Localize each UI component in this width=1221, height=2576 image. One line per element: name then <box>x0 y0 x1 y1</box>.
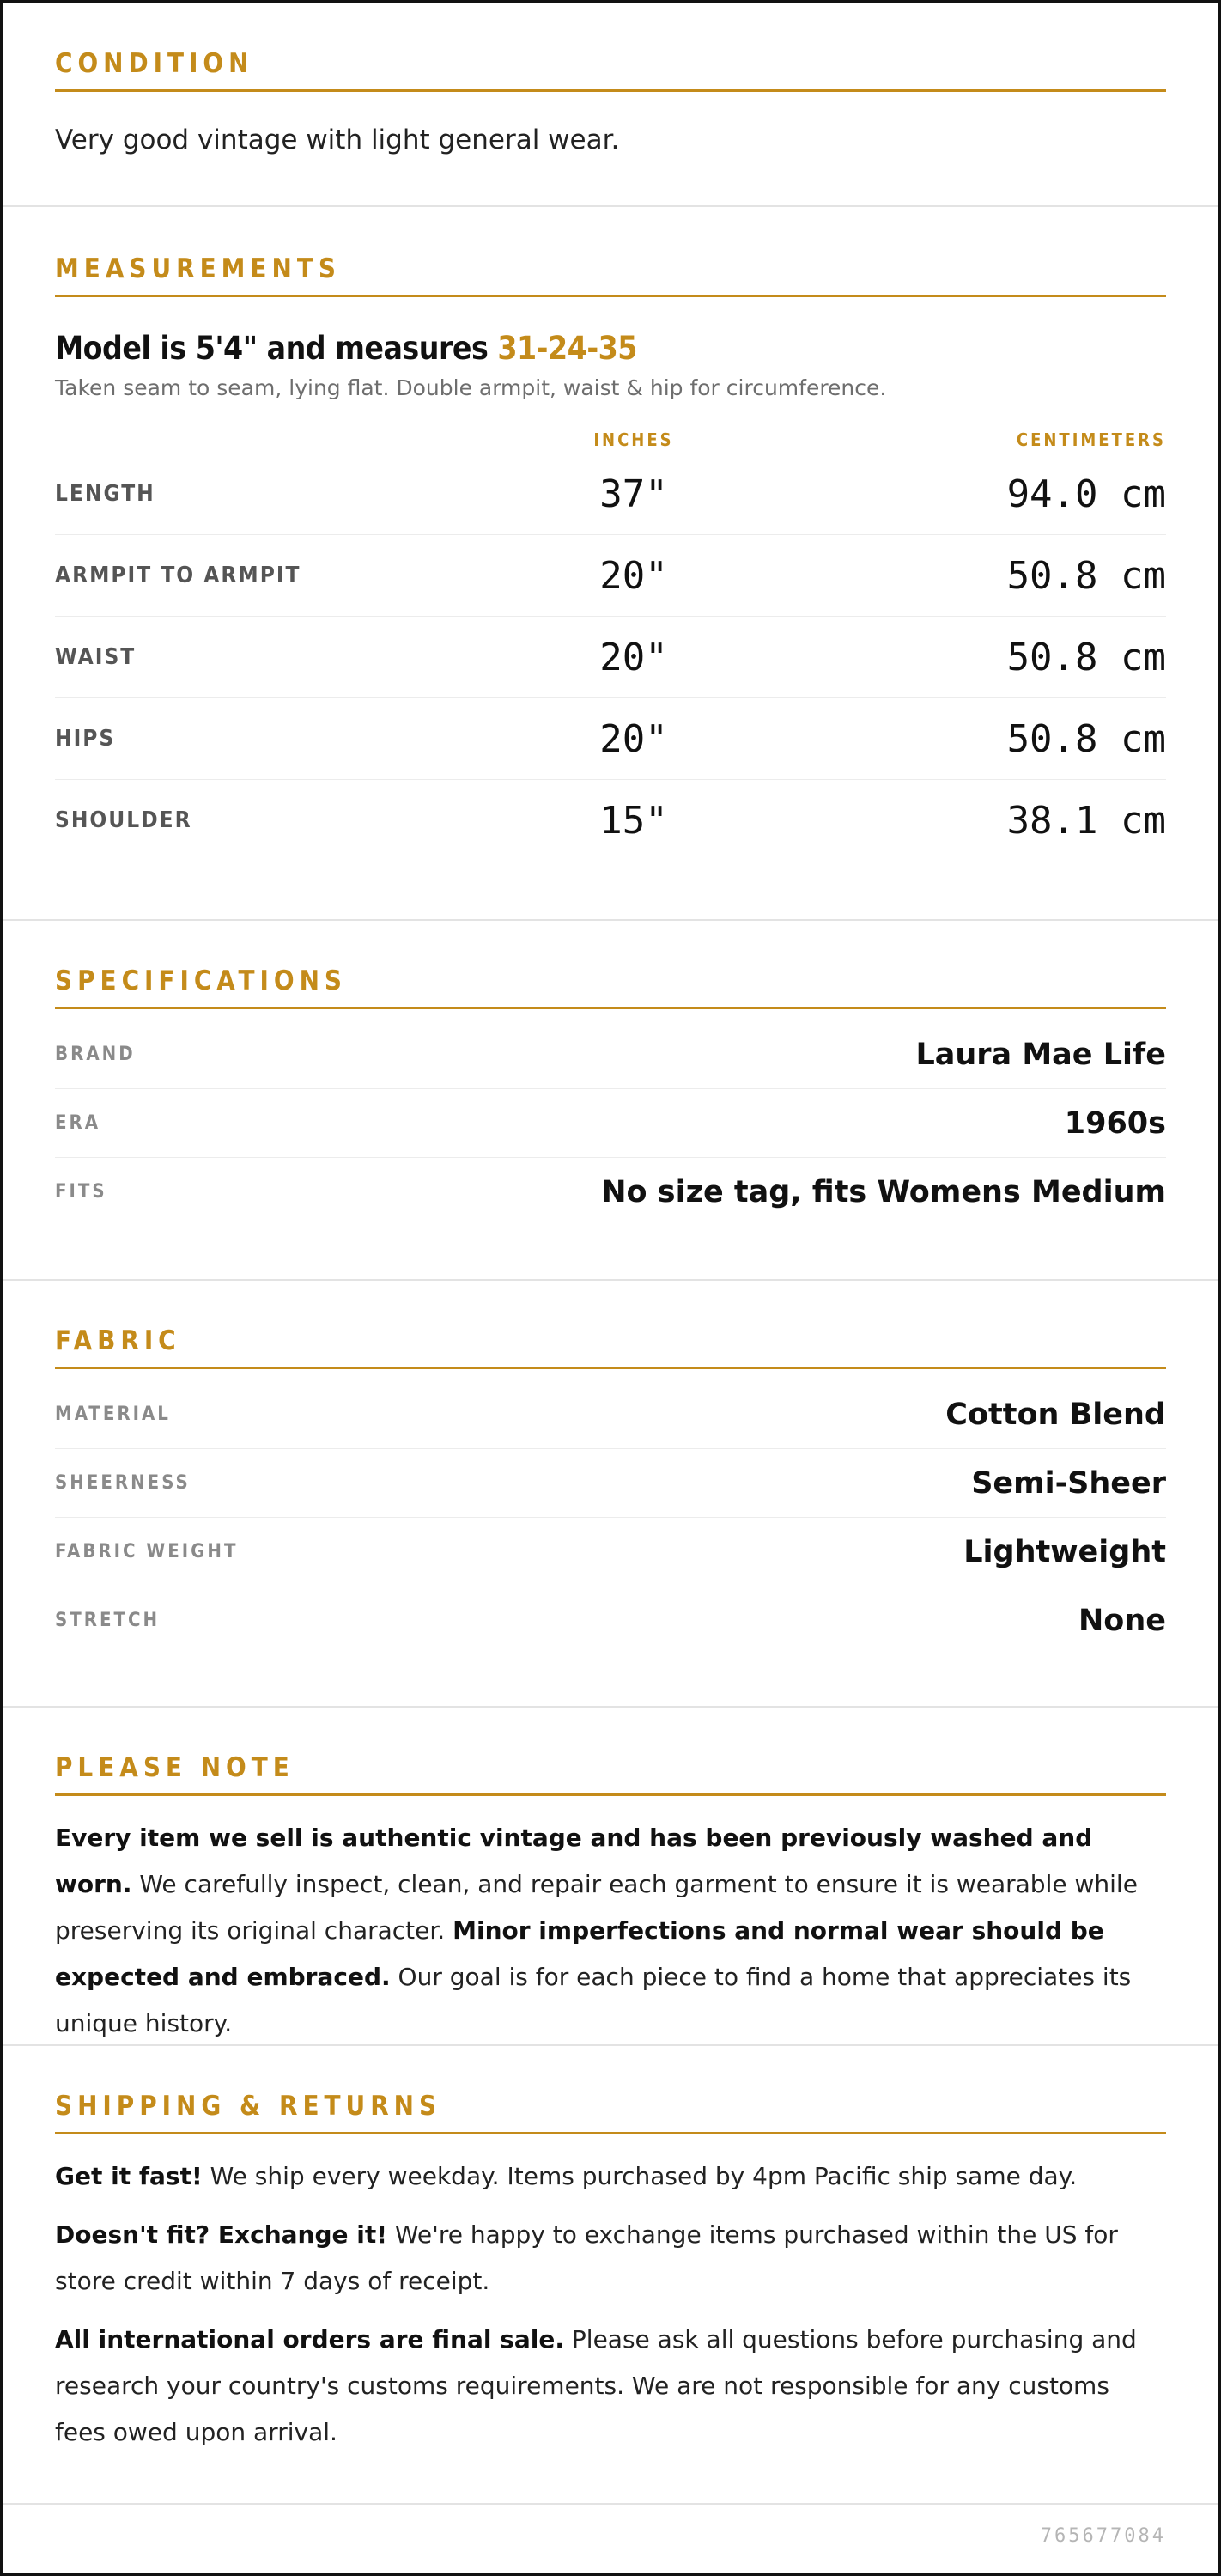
measurement-label: SHOULDER <box>55 807 192 833</box>
spec-row <box>55 1089 1166 1158</box>
please-note-heading: PLEASE NOTE <box>55 1752 1166 1796</box>
spec-value: Laura Mae Life <box>915 1037 1166 1072</box>
specifications-section <box>3 921 1218 1281</box>
fabric-list <box>55 1380 1166 1654</box>
shipping-heading: SHIPPING & RETURNS <box>55 2091 1166 2134</box>
please-note-bold-1: Every item we sell is authentic vintage and has been previously washed and worn. <box>55 1824 1093 1898</box>
inches-column-header: INCHES <box>593 429 674 450</box>
shipping-p1-text: We ship every weekday. Items purchased by 4pm Pacific ship same day. <box>202 2162 1078 2190</box>
please-note-bold-2: Minor imperfections and normal wear should be expected and embraced. <box>55 1916 1104 1991</box>
condition-heading: CONDITION <box>55 48 1166 92</box>
spec-label: BRAND <box>55 1044 136 1065</box>
fabric-section <box>3 1281 1218 1708</box>
spec-row <box>55 1020 1166 1089</box>
measurement-cm: 50.8 cm <box>1006 635 1166 679</box>
shipping-p3-bold: All international orders are final sale. <box>55 2325 565 2354</box>
specifications-list <box>55 1020 1166 1226</box>
fabric-value: Lightweight <box>963 1534 1166 1569</box>
measurement-inches: 15" <box>599 798 668 843</box>
measurement-row <box>55 454 1166 535</box>
shipping-paragraph-3 <box>55 2317 1166 2456</box>
spec-value: 1960s <box>1064 1105 1166 1141</box>
fabric-row <box>55 1380 1166 1449</box>
measurement-label: WAIST <box>55 644 137 670</box>
measurement-label: HIPS <box>55 726 116 752</box>
fabric-value: None <box>1078 1603 1166 1638</box>
centimeters-column-header: CENTIMETERS <box>1016 429 1166 450</box>
measurement-inches: 20" <box>599 635 668 679</box>
measurement-row <box>55 617 1166 698</box>
measurements-table <box>55 454 1166 861</box>
product-id: 765677084 <box>1040 2525 1166 2547</box>
spec-label: ERA <box>55 1112 101 1134</box>
measurement-inches: 20" <box>599 553 668 598</box>
measurement-inches: 20" <box>599 716 668 761</box>
shipping-p1-bold: Get it fast! <box>55 2162 203 2190</box>
condition-text: Very good vintage with light general wear. <box>55 125 620 155</box>
please-note-text <box>55 1815 1166 2047</box>
fabric-label: STRETCH <box>55 1610 161 1631</box>
please-note-text-2: Our goal is for each piece to find a home that appreciates its unique history. <box>55 1963 1132 2037</box>
measurements-heading: MEASUREMENTS <box>55 253 1166 297</box>
measurement-cm: 38.1 cm <box>1006 798 1166 843</box>
shipping-paragraph-1 <box>55 2153 1166 2200</box>
fabric-row <box>55 1449 1166 1518</box>
spec-row <box>55 1158 1166 1226</box>
condition-section <box>3 3 1218 207</box>
measurement-row <box>55 780 1166 861</box>
fabric-heading: FABRIC <box>55 1325 1166 1369</box>
model-measures-prefix: Model is 5'4" and measures <box>55 330 498 367</box>
fabric-label: SHEERNESS <box>55 1472 191 1494</box>
please-note-section <box>3 1708 1218 2046</box>
shipping-p3-text: Please ask all questions before purchasing and research your country's customs requirements. We are not responsible for any customs fees owed upon arrival. <box>55 2325 1137 2446</box>
spec-value: No size tag, fits Womens Medium <box>601 1174 1166 1209</box>
fabric-row <box>55 1518 1166 1586</box>
measurement-cm: 94.0 cm <box>1006 472 1166 516</box>
model-measures-line <box>55 330 1166 367</box>
spec-label: FITS <box>55 1181 107 1203</box>
measurements-column-headers <box>55 429 1166 450</box>
shipping-p2-bold: Doesn't fit? Exchange it! <box>55 2220 387 2249</box>
fabric-value: Cotton Blend <box>945 1397 1166 1432</box>
measurement-label: LENGTH <box>55 481 155 507</box>
fabric-row <box>55 1586 1166 1654</box>
fabric-label: MATERIAL <box>55 1404 171 1425</box>
specifications-heading: SPECIFICATIONS <box>55 965 1166 1009</box>
please-note-text-1: We carefully inspect, clean, and repair each garment to ensure it is wearable while preserving its original character. <box>55 1870 1138 1945</box>
measurement-row <box>55 535 1166 617</box>
fabric-value: Semi-Sheer <box>971 1465 1166 1501</box>
fabric-label: FABRIC WEIGHT <box>55 1541 239 1562</box>
measurement-inches: 37" <box>599 472 668 516</box>
measurement-cm: 50.8 cm <box>1006 716 1166 761</box>
measurement-cm: 50.8 cm <box>1006 553 1166 598</box>
shipping-returns-section <box>3 2046 1218 2505</box>
measurements-section <box>3 207 1218 921</box>
shipping-paragraph-2 <box>55 2212 1166 2305</box>
model-measures-value: 31-24-35 <box>497 330 637 367</box>
shipping-p2-text: We're happy to exchange items purchased within the US for store credit within 7 days of receipt. <box>55 2220 1118 2295</box>
measurement-row <box>55 698 1166 780</box>
measurement-label: ARMPIT TO ARMPIT <box>55 563 301 588</box>
measurements-note: Taken seam to seam, lying flat. Double armpit, waist & hip for circumference. <box>55 375 887 400</box>
